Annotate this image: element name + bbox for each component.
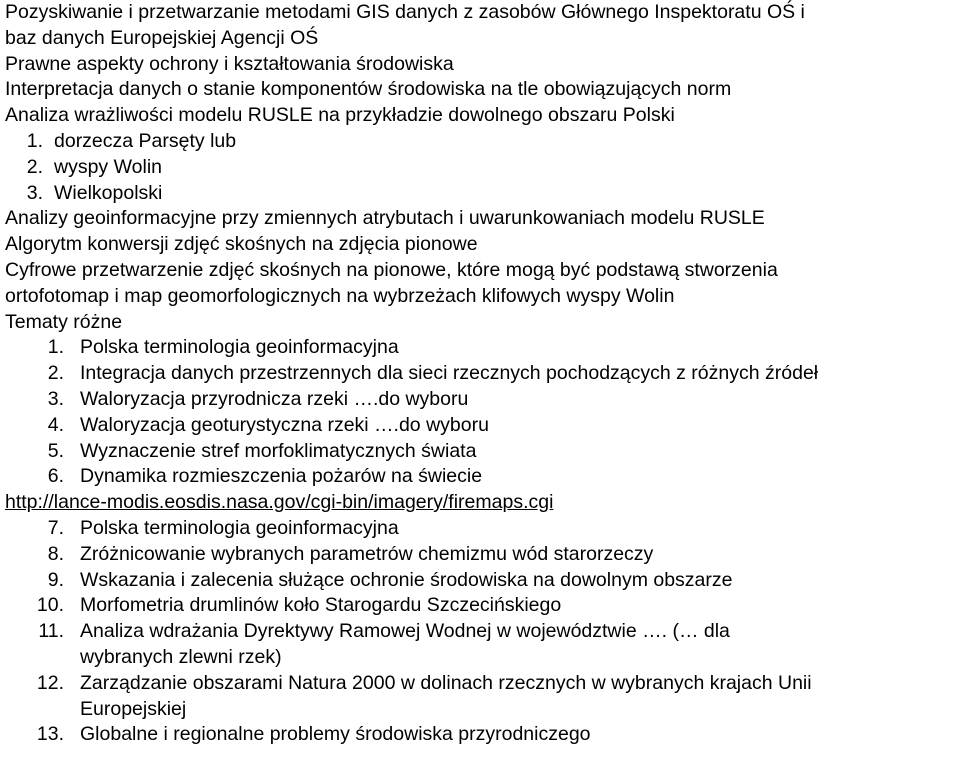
list-item-text: Wyznaczenie stref morfoklimatycznych świata: [80, 439, 477, 462]
list-item: [5, 568, 960, 594]
topic-line-interpretation: Interpretacja danych o stanie komponentów środowiska na tle obowiązujących norm: [5, 78, 732, 101]
list-item-number: 8.: [47, 542, 64, 565]
list-item-number: 4.: [47, 413, 64, 436]
list-item: [5, 516, 960, 542]
list-item-text: Waloryzacja przyrodnicza rzeki ….do wyboru: [80, 387, 469, 410]
list-item: [5, 671, 960, 697]
list-item-continuation: wybranych zlewni rzek): [80, 645, 282, 668]
list-item-text: Polska terminologia geoinformacyjna: [80, 516, 399, 539]
list-item-number: 2.: [47, 362, 64, 385]
list-item: [5, 439, 960, 465]
list-item: [5, 542, 960, 568]
topic-line-gis-gios: Pozyskiwanie i przetwarzanie metodami GIS danych z zasobów Głównego Inspektoratu OŚ i: [5, 1, 805, 23]
list-item-number: 12.: [36, 671, 64, 694]
list-item-text: dorzecza Parsęty lub: [54, 129, 237, 152]
list-item-text: Globalne i regionalne problemy środowiska przyrodniczego: [80, 723, 591, 746]
list-item-number: 1.: [47, 336, 64, 359]
list-item-number: 2.: [26, 155, 43, 178]
list-item: [5, 593, 960, 619]
list-item-text: Wielkopolski: [54, 181, 163, 204]
list-item-number: 5.: [47, 439, 64, 462]
list-item-text: Dynamika rozmieszczenia pożarów na świecie: [80, 465, 483, 488]
topic-line-digital-processing: Cyfrowe przetwarzenie zdjęć skośnych na pionowe, które mogą być podstawą stworzenia: [5, 258, 778, 281]
list-item: [5, 361, 960, 387]
list-item-text: Polska terminologia geoinformacyjna: [80, 336, 399, 359]
document: [5, 0, 960, 748]
list-item-number: 3.: [26, 181, 43, 204]
list-item: [5, 722, 960, 748]
list-item-text: Analiza wdrażania Dyrektywy Ramowej Wodnej w województwie …. (… dla: [80, 620, 730, 643]
list-item: [5, 464, 960, 490]
list-item: [5, 619, 960, 645]
list-item-text: Integracja danych przestrzennych dla sieci rzecznych pochodzących z różnych źródeł: [80, 362, 819, 385]
list-item: [5, 155, 960, 181]
list-item-number: 10.: [36, 594, 64, 617]
list-item-text: Waloryzacja geoturystyczna rzeki ….do wyboru: [80, 413, 489, 436]
list-item-text: Zróżnicowanie wybranych parametrów chemizmu wód starorzeczy: [80, 542, 654, 565]
topic-line-rusle-analysis: Analiza wrażliwości modelu RUSLE na przykładzie dowolnego obszaru Polski: [5, 104, 675, 127]
topic-line-conversion-algorithm: Algorytm konwersji zdjęć skośnych na zdjęcia pionowe: [5, 233, 478, 256]
various-topics-list: [5, 335, 960, 748]
list-item-number: 3.: [47, 387, 64, 410]
fire-map-link-row: [5, 490, 960, 516]
topic-line-gis-gios-cont: baz danych Europejskiej Agencji OŚ: [5, 26, 319, 49]
list-item-number: 13.: [36, 723, 64, 746]
list-item-text: Morfometria drumlinów koło Starogardu Szczecińskiego: [80, 594, 562, 617]
rusle-area-list: [5, 129, 960, 206]
list-item-number: 1.: [26, 129, 43, 152]
list-item-text: Zarządzanie obszarami Natura 2000 w dolinach rzecznych w wybranych krajach Unii: [80, 671, 812, 694]
list-item: [5, 181, 960, 207]
list-item-continuation: Europejskiej: [80, 697, 187, 720]
topic-line-legal-aspects: Prawne aspekty ochrony i kształtowania środowiska: [5, 52, 454, 75]
topic-line-digital-processing-cont: ortofotomap i map geomorfologicznych na wybrzeżach klifowych wyspy Wolin: [5, 284, 675, 307]
list-item: [5, 129, 960, 155]
list-item-text: Wskazania i zalecenia służące ochronie środowiska na dowolnym obszarze: [80, 568, 733, 591]
topic-line-geoinformation-rusle: Analizy geoinformacyjne przy zmiennych atrybutach i uwarunkowaniach modelu RUSLE: [5, 207, 765, 230]
list-item-text: wyspy Wolin: [54, 155, 163, 178]
section-heading-various-topics: Tematy różne: [5, 310, 123, 333]
list-item-number: 7.: [47, 516, 64, 539]
list-item: [5, 387, 960, 413]
list-item-number: 9.: [47, 568, 64, 591]
list-item: [5, 413, 960, 439]
list-item-number: 11.: [38, 620, 64, 643]
fire-map-link[interactable]: http://lance-modis.eosdis.nasa.gov/cgi-bin/imagery/firemaps.cgi: [5, 491, 554, 514]
list-item: [5, 335, 960, 361]
list-item-number: 6.: [47, 465, 64, 488]
